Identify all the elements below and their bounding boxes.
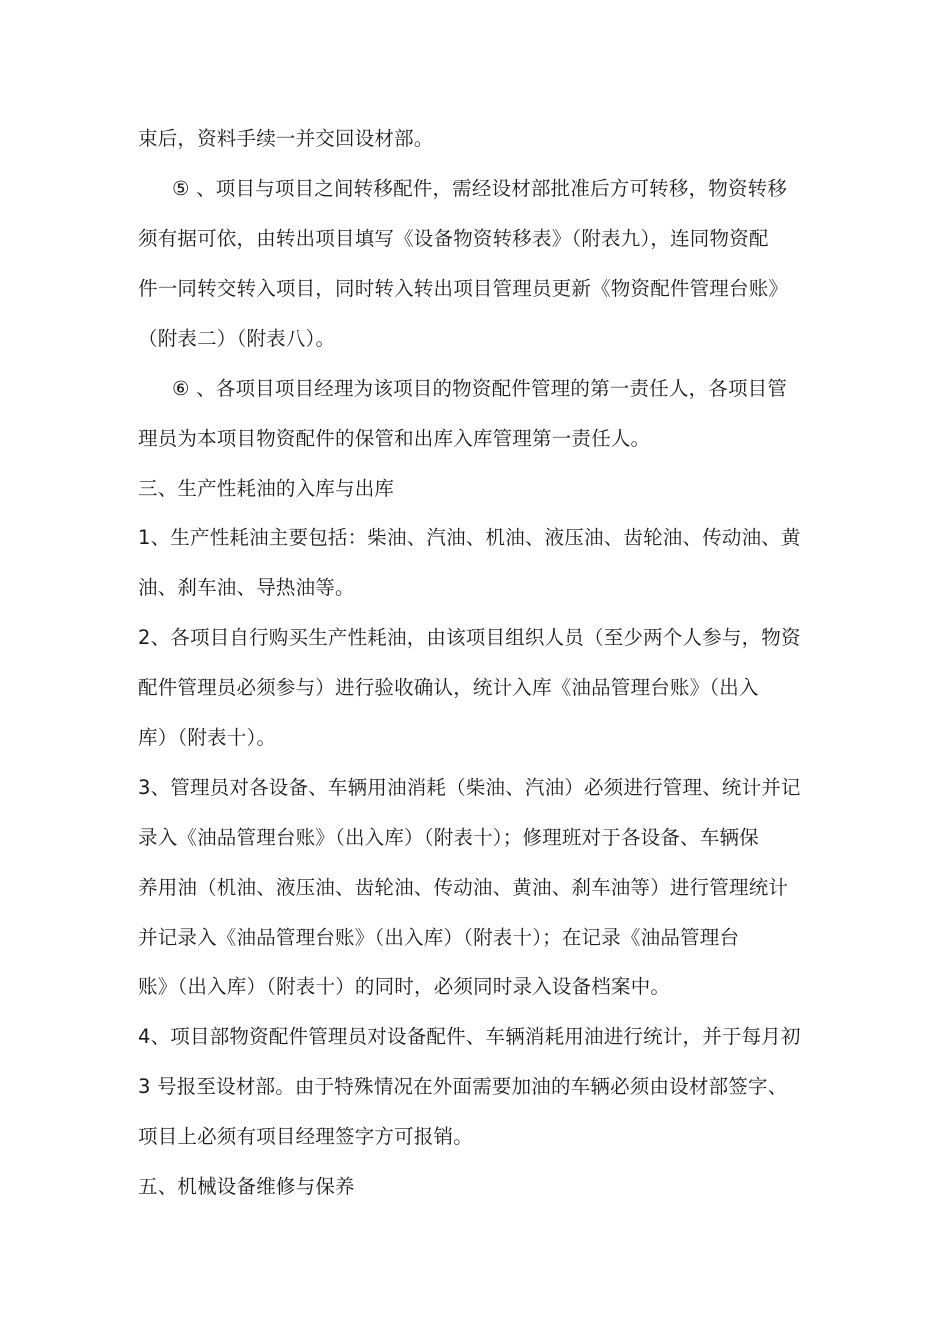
text-line: 理员为本项目物资配件的保管和出库入库管理第一责任人。	[138, 427, 651, 450]
text-line: 库）（附表十）。	[138, 726, 277, 749]
text-line: 配件管理员必须参与）进行验收确认，统计入库《油品管理台账》（出入	[138, 676, 759, 699]
text-line: 3 号报至设材部。由于特殊情况在外面需要加油的车辆必须由设材部签字、	[138, 1075, 788, 1098]
text-line: ⑥ 、各项目项目经理为该项目的物资配件管理的第一责任人，各项目管	[172, 377, 788, 400]
text-line: 4、项目部物资配件管理员对设备配件、车辆消耗用油进行统计，并于每月初	[138, 1025, 801, 1048]
text-line: 养用油（机油、液压油、齿轮油、传动油、黄油、刹车油等）进行管理统计	[138, 876, 789, 899]
text-line: 项目上必须有项目经理签字方可报销。	[138, 1125, 473, 1148]
text-line: 3、管理员对各设备、车辆用油消耗（柴油、汽油）必须进行管理、统计并记	[138, 776, 801, 799]
text-line: ⑤ 、项目与项目之间转移配件，需经设材部批准后方可转移，物资转移	[172, 177, 788, 200]
text-line: 2、各项目自行购买生产性耗油，由该项目组织人员（至少两个人参与，物资	[138, 626, 801, 649]
text-line: 件一同转交转入项目，同时转入转出项目管理员更新《物资配件管理台账》	[138, 277, 789, 300]
text-line: 须有据可依，由转出项目填写《设备物资转移表》（附表九），连同物资配	[138, 227, 769, 250]
text-line: 录入《油品管理台账》（出入库）（附表十）；修理班对于各设备、车辆保	[138, 826, 759, 849]
text-line: 账》（出入库）（附表十）的同时，必须同时录入设备档案中。	[138, 975, 671, 998]
text-line: 油、刹车油、导热油等。	[138, 576, 355, 599]
text-line: 1、生产性耗油主要包括：柴油、汽油、机油、液压油、齿轮油、传动油、黄	[138, 526, 801, 549]
text-line: 并记录入《油品管理台账》（出入库）（附表十）；在记录《油品管理台	[138, 926, 740, 949]
text-line: 束后，资料手续一并交回设材部。	[138, 127, 434, 150]
section-heading: 五、机械设备维修与保养	[138, 1175, 355, 1198]
section-heading: 三、生产性耗油的入库与出库	[138, 477, 395, 500]
text-line: （附表二）（附表八）。	[138, 327, 336, 350]
